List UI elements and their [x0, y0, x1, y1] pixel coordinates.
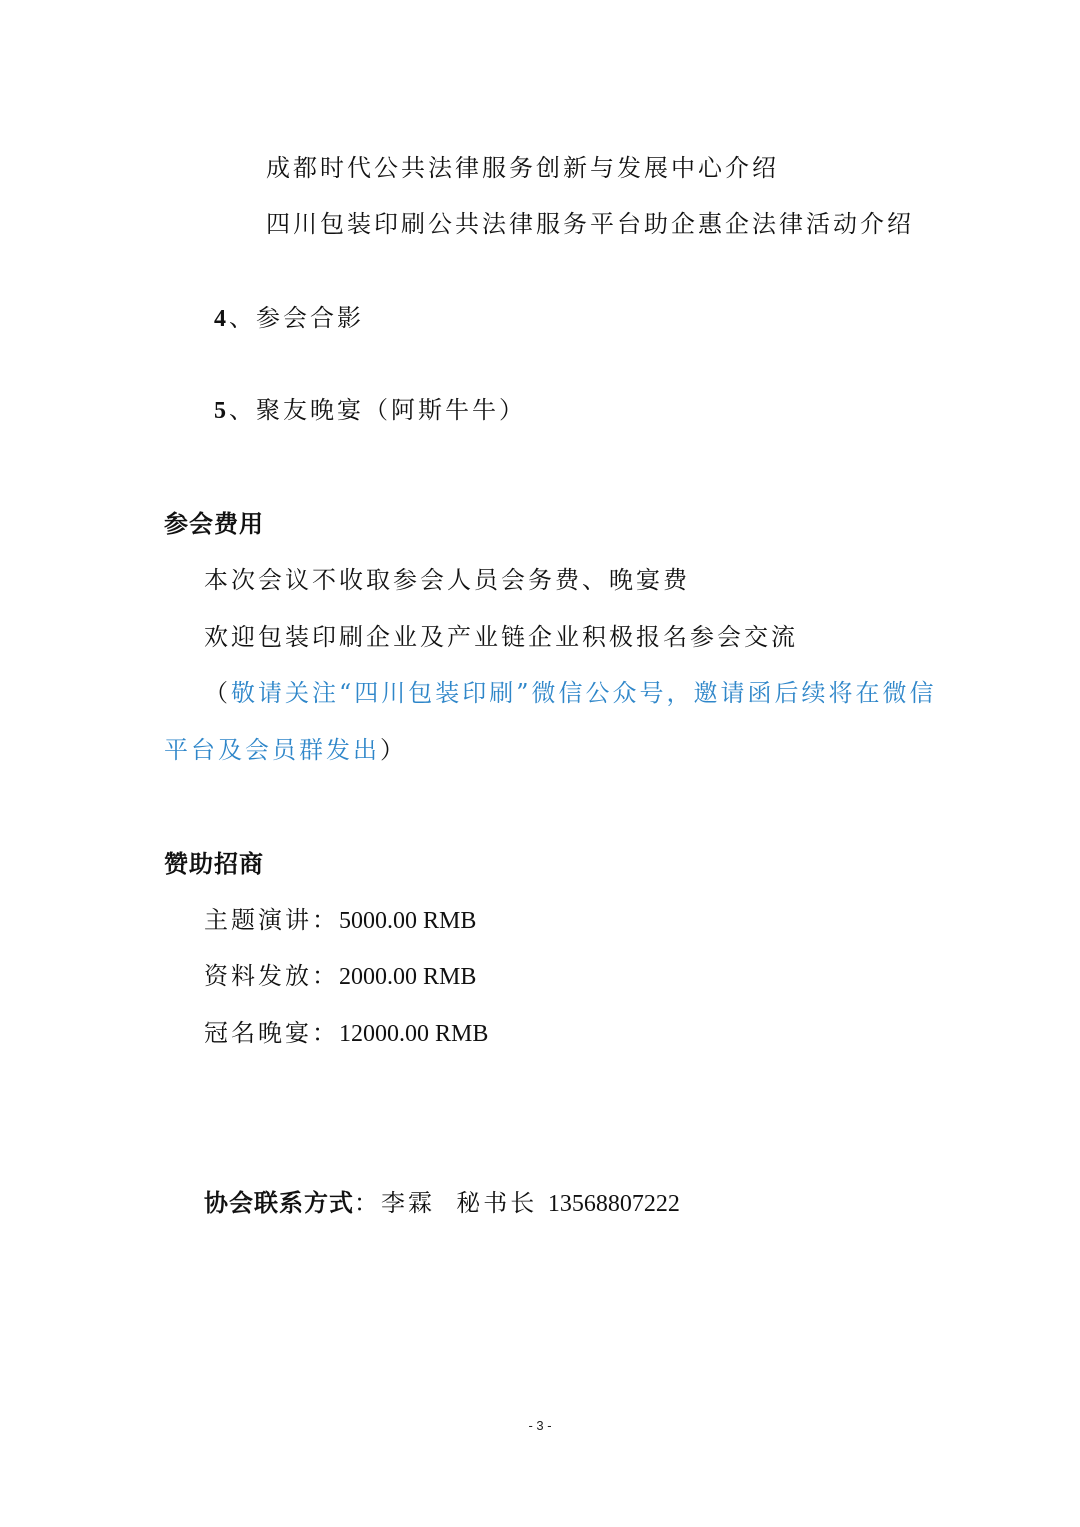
- sponsor-price: 5000.00 RMB: [339, 908, 477, 934]
- sponsor-label: 冠名晚宴：: [204, 1019, 339, 1047]
- agenda-item-text: 、参会合影: [229, 304, 364, 332]
- contact-label: 协会联系方式: [204, 1189, 354, 1217]
- sponsor-label: 主题演讲：: [204, 906, 339, 934]
- sponsor-label: 资料发放：: [204, 962, 339, 990]
- fee-line: 本次会议不收取参会人员会务费、晚宴费: [204, 566, 690, 594]
- wechat-note: 敬请关注“四川包装印刷”微信公众号，邀请函后续将在微信: [231, 679, 937, 707]
- paren-close: ）: [380, 736, 407, 764]
- contact-line: [204, 1191, 680, 1216]
- fee-note-line: [164, 738, 407, 762]
- contact-colon: ：: [354, 1189, 381, 1217]
- sponsor-price: 2000.00 RMB: [339, 964, 477, 990]
- contact-name: 李霖 秘书长: [381, 1189, 538, 1217]
- agenda-item-photo: [214, 306, 364, 331]
- sponsor-heading: 赞助招商: [164, 850, 264, 878]
- agenda-item-dinner: [214, 398, 526, 423]
- sponsor-item: [204, 964, 476, 989]
- agenda-sub-item: 四川包装印刷公共法律服务平台助企惠企法律活动介绍: [266, 210, 914, 238]
- agenda-sub-item: 成都时代公共法律服务创新与发展中心介绍: [266, 154, 779, 182]
- sponsor-price: 12000.00 RMB: [339, 1021, 489, 1047]
- sponsor-item: [204, 1021, 488, 1046]
- sponsor-item: [204, 908, 476, 933]
- contact-phone: 13568807222: [547, 1191, 680, 1217]
- page-number: - 3 -: [528, 1418, 552, 1433]
- fee-heading: 参会费用: [164, 510, 264, 538]
- paren-open: （: [204, 679, 231, 707]
- agenda-item-number: 4: [214, 306, 229, 332]
- wechat-note: 平台及会员群发出: [164, 736, 380, 764]
- fee-line: 欢迎包装印刷企业及产业链企业积极报名参会交流: [204, 623, 798, 651]
- fee-note-line: [204, 681, 937, 705]
- agenda-item-text: 、聚友晚宴（阿斯牛牛）: [229, 396, 526, 424]
- agenda-item-number: 5: [214, 398, 229, 424]
